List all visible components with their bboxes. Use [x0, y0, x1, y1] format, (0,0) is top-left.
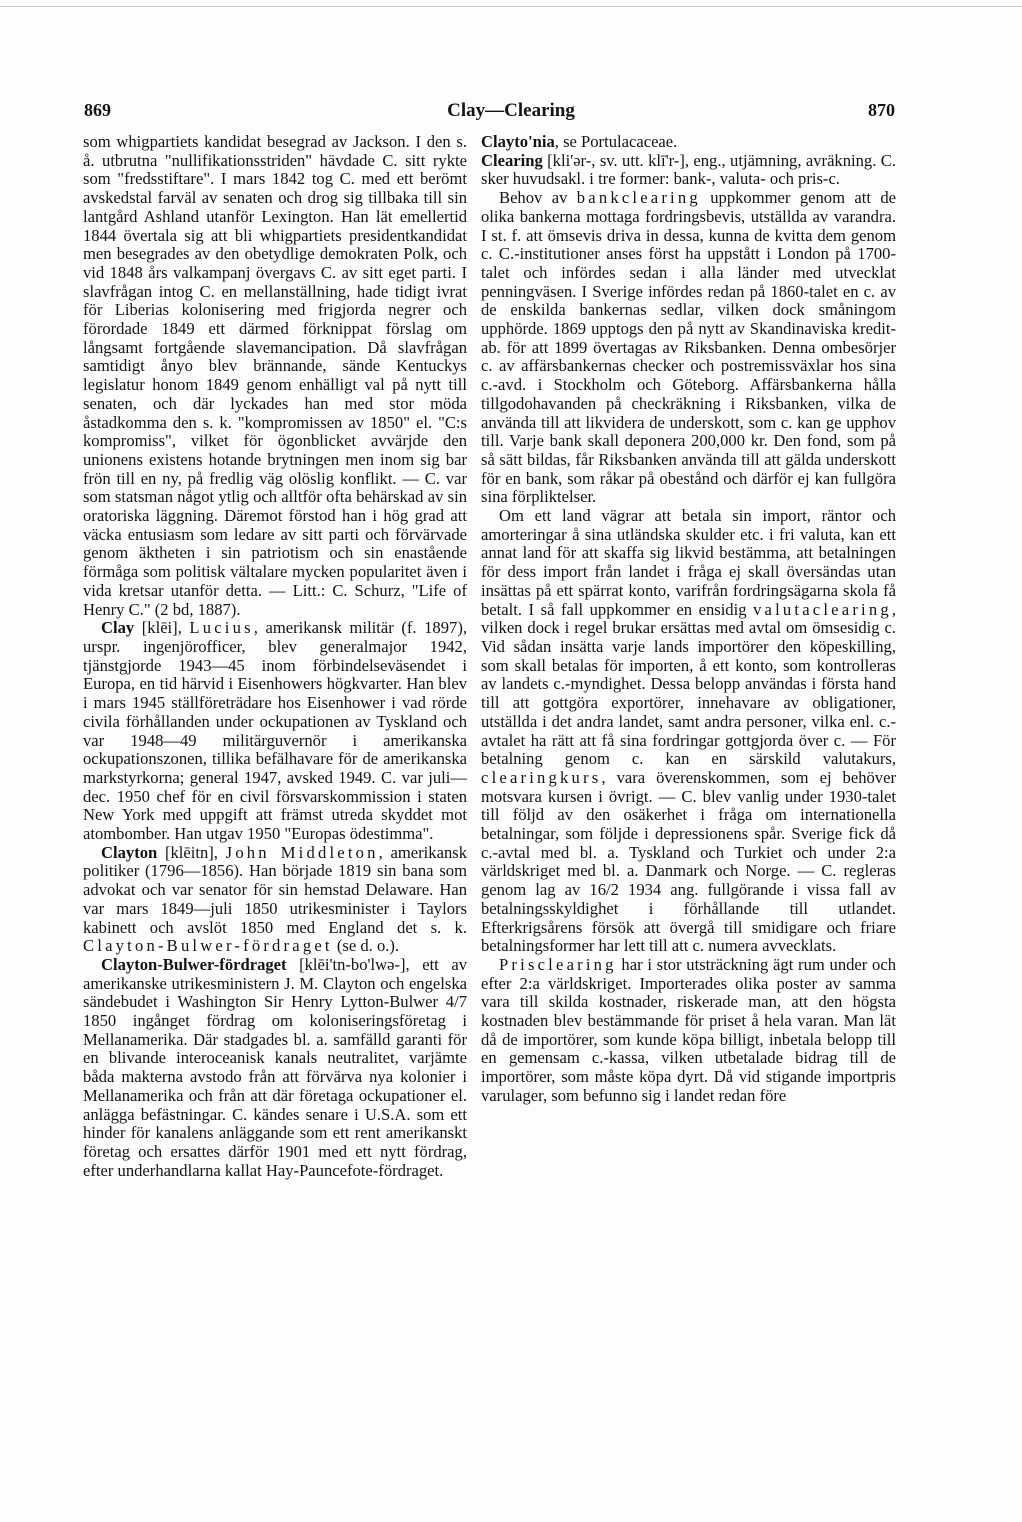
paragraph-prisclearing	[481, 956, 896, 1106]
pronunciation: [klēitn],	[157, 842, 226, 862]
entry-clayton-bulwer	[83, 956, 467, 1180]
term: clearingkurs	[481, 767, 602, 787]
paragraph-bankclearing	[481, 189, 896, 507]
forename: Lucius	[189, 618, 254, 638]
clay-henry-continuation: som whigpartiets kandidat besegrad av Jackson. I den s. å. utbrutna "nullifikationsstriden" hävdade C. sitt rykte som "fredsstiftare". I mars 1842 tog C. med ett berömt avskedstal farväl av senaten och drog sig tillbaka till sin lantgård Ashland utanför Lexington. Han lät emellertid 1844 övertala sig att bli whigpartiets presidentkandidat men besegrades av den obetydlige demokraten Polk, och vid 1848 års valkampanj övergavs C. av sitt eget parti. I slavfrågan intog C. en mellanställning, hade tidigt ivrat för Liberias kolonisering med frigjorda negrer och förordade 1849 ett därmed förknippat förslag om långsamt fortgående slavemancipation. Då slavfrågan samtidigt ånyo blev brännande, sände Kentuckys legislatur honom 1849 genom enhälligt val på nytt till senaten, och där lyckades han med stor möda åstadkomma den s. k. "kompromissen av 1850" el. "C:s kompromiss", vilket för ögonblicket avvärjde den unionens existens hotande brytningen men inom sig bar frön till en ny, på fredlig väg olöslig konflikt. — C. var som statsman något ytlig och alltför ofta behärskad av sin oratoriska läggning. Däremot förstod han i hög grad att väcka entusiasm som ledare av sitt parti och förvärvade genom äktheten i sin patriotism och sin enastående förmåga som politisk vältalare mycken popularitet även i vida kretsar utanför detta. — Litt.: C. Schurz, "Life of Henry C." (2 bd, 1887).	[83, 132, 467, 619]
pronunciation: [klēi],	[134, 618, 190, 638]
term: bankclearing	[576, 188, 701, 208]
headword: Clayton-Bulwer-fördraget	[101, 954, 287, 974]
page-number-right: 870	[868, 100, 895, 120]
headword: Clayton	[101, 842, 158, 862]
entry-text: , se Portulacaceae.	[554, 132, 678, 151]
text: , vara överenskommen, som ej behöver motsvara kursen i övrigt. — C. blev vanlig under 1930-talet till följd av den osäkerhet i fråga om internationella betalningar, som följde i depressionens spår. Sverige fick då c.-avtal med bl. a. Tyskland och Turkiet och under 2:a världskriget med bl. a. Danmark och Norge. — C. regleras genom lag av 16/2 1934 ang. fullgörande i vissa fall av betalningsskyldighet i förhållande till utlandet. Efterkrigsårens försök att övergå till smidigare och friare betalningsformer har lett till att c. numera avvecklats.	[481, 767, 896, 956]
entry-clearing	[481, 152, 896, 189]
entry-text: , amerikansk politiker (1796—1856). Han började 1819 sin bana som advokat och var senator för sin hemstad Delaware. Han var mars 1849—juli 1850 utrikesminister i Taylors kabinett och avslöt 1850 med England det s. k.	[83, 842, 467, 937]
headword: Clayto'nia	[481, 132, 555, 151]
left-column	[83, 133, 467, 1180]
text: har i stor utsträckning ägt rum under och efter 2:a världskriget. Importerades olika poster av samma vara till skilda kostnader, riskerade man, att den högsta kostnaden blev bestämmande för priset å hela varan. Man lät då de importörer, som kunde köpa billigt, inbetala belopp till en gemensam c.-kassa, vilken utbetalade bidrag till de importörer, som måste köpa dyrt. Då vid stigande importpris varulager, som befunno sig i landet redan före	[481, 954, 896, 1105]
entry-text: (se d. o.).	[332, 936, 400, 956]
text: Om ett land vägrar att betala sin import, räntor och amorteringar å sina utländska skulder etc. i fri valuta, kan ett annat land för att skaffa sig likvid bestämma, att betalningen för dess import från landet i fråga ej skall översändas utan insättas på ett spärrat konto, varifrån fordringsägarna skola få betalt. I så fall uppkommer en ensidig	[481, 506, 896, 619]
headword: Clay	[101, 618, 135, 638]
running-head: Clay—Clearing	[447, 100, 575, 121]
text: uppkommer genom att de olika bankerna mottaga fordringsbevis, utställda av varandra. I st. f. att ömsevis driva in dessa, kunna de kvitta dem genom c. C.-institutioner anses först ha uppstått i London på 1700-talet och infördes sedan i alla länder med utvecklat penningväsen. I Sverige infördes redan på 1860-talet en c. av de enskilda bankernas sedlar, vilken dock småningom upphörde. 1869 upptogs den på nytt av Skandinaviska kredit-ab. för att 1899 övertagas av Riksbanken. Denna ombesörjer c. av affärsbankernas checker och postremissväxlar hos sina c.-avd. i Stockholm och Göteborg. Affärsbankerna hålla tillgodohavanden på checkräkning i Riksbanken, vilka de använda till att likvidera de underskott, som c. kan ge upphov till. Varje bank skall deponera 200,000 kr. Den fond, som på så sätt bildas, får Riksbanken använda till att gälda underskott för en bank, som råkar på obestånd och därför ej kan fullgöra sina förpliktelser.	[481, 188, 896, 507]
paragraph-valutaclearing	[481, 507, 896, 956]
cross-reference: Clayton-Bulwer-fördraget	[83, 936, 333, 956]
entry-text: , amerikansk militär (f. 1897), urspr. ingenjörofficer, blev generalmajor 1942, tjänstgjorde 1943—45 inom förbindelseväsendet i Europa, en tid härvid i Eisenhowers högkvarter. Han blev i mars 1945 ställföreträdare hos Eisenhower i vad rörde civila förhållanden under ockupationen av Tyskland och var 1948—49 militärguvernör i amerikanska ockupationszonen, tillika befälhavare för de amerikanska markstyrkorna; general 1947, avsked 1949. C. var juli—dec. 1950 chef för en civil försvarskommission i staten New York med uppgift att främst utreda skyddet mot atombomber. Han utgav 1950 "Europas ödestimma".	[83, 618, 467, 844]
entry-clayton-john	[83, 844, 467, 956]
term: valutaclearing	[753, 599, 892, 619]
entry-claytonia	[481, 133, 896, 152]
entry-text: [kli'ər-, sv. utt. klī'r-], eng., utjämning, avräkning. C. sker huvudsakl. i tre former: bank-, valuta- och pris-c.	[481, 150, 896, 189]
entry-clay-lucius	[83, 619, 467, 843]
text: Behov av	[499, 188, 577, 208]
page-number-left: 869	[84, 100, 111, 120]
right-column	[481, 133, 896, 1106]
entry-text: [klēi'tn-bo'lwə-], ett av amerikanske utrikesministern J. M. Clayton och engelska sändebudet i Washington Sir Henry Lytton-Bulwer 4/7 1850 ingånget fördrag om koloniseringsföretag i Mellanamerika. Där stadgades bl. a. samfälld garanti för en blivande interoceanisk kanals neutralitet, varjämte båda makterna avstodo från att förvärva nya kolonier i Mellanamerika och från att där företaga ockupationer el. anlägga befästningar. C. kändes senare i U.S.A. som ett hinder för kanalens anläggande som ett rent amerikanskt företag och ersattes därför 1901 med ett nytt fördrag, efter underhandlarna kallat Hay-Pauncefote-fördraget.	[83, 954, 467, 1180]
headword: Clearing	[481, 150, 543, 170]
forename: John Middleton	[225, 842, 379, 862]
top-edge-line	[0, 6, 1022, 7]
term: Prisclearing	[499, 954, 617, 974]
text: , vilken dock i regel brukar ersättas med avtal om ömsesidig c. Vid sådan insätta varje lands importörer den köpeskilling, som skall betalas för importen, å ett konto, som kontrolleras av landets c.-myndighet. Dessa belopp användas i första hand till att gottgöra exportörer, innehavare av obligationer, utställda i det andra landet, samt andra personer, vilka enl. c.-avtalet ha rätt att få sina fordringar gottgjorda över c. — För betalning genom c. kan en särskild valutakurs,	[481, 599, 896, 769]
